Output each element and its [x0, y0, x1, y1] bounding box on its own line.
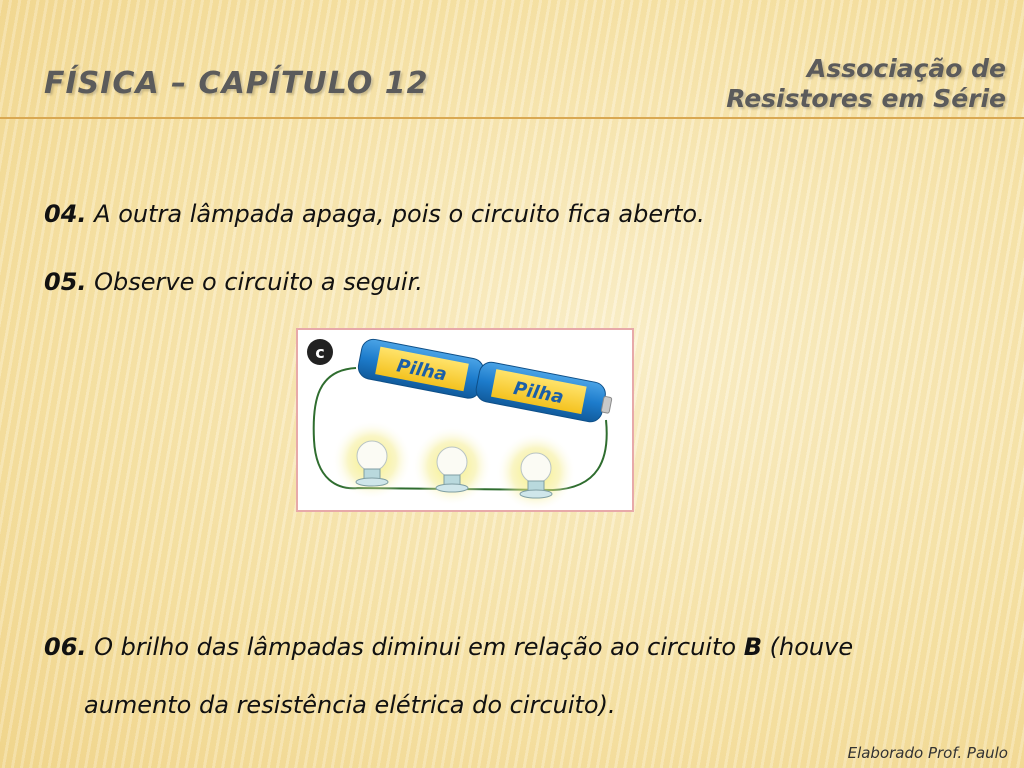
circuit-figure [296, 328, 634, 512]
item-05-number: 05. [44, 268, 87, 296]
item-06-line2: aumento da resistência elétrica do circuito). [84, 691, 616, 719]
subtitle-line-1: Associação de [807, 54, 1006, 83]
item-05-text: Observe o circuito a seguir. [94, 268, 423, 296]
bulb-icon [436, 447, 468, 492]
item-04-number: 04. [44, 200, 87, 228]
figure-badge-label: c [315, 343, 325, 362]
footer-credit: Elaborado Prof. Paulo [847, 744, 1008, 762]
bulb-icon [356, 441, 388, 486]
item-06-text-a: O brilho das lâmpadas diminui em relação ao circuito [94, 633, 737, 661]
slide-subtitle [726, 54, 1006, 114]
battery-label-2: Pilha [511, 377, 566, 409]
battery-icon [356, 337, 614, 425]
bulb-icon [520, 453, 552, 498]
circuit-illustration [298, 330, 632, 510]
subtitle-line-2: Resistores em Série [726, 84, 1006, 113]
item-04 [44, 200, 705, 228]
item-06-text-b: (houve [769, 633, 854, 661]
item-04-text: A outra lâmpada apaga, pois o circuito fica aberto. [94, 200, 705, 228]
item-05 [44, 268, 423, 296]
slide-title: FÍSICA – CAPÍTULO 12 [44, 66, 429, 101]
battery-label-1: Pilha [394, 355, 449, 386]
item-06-bold: B [743, 633, 762, 661]
item-06-number: 06. [44, 633, 87, 661]
item-06 [44, 618, 996, 734]
header-divider [0, 117, 1024, 119]
